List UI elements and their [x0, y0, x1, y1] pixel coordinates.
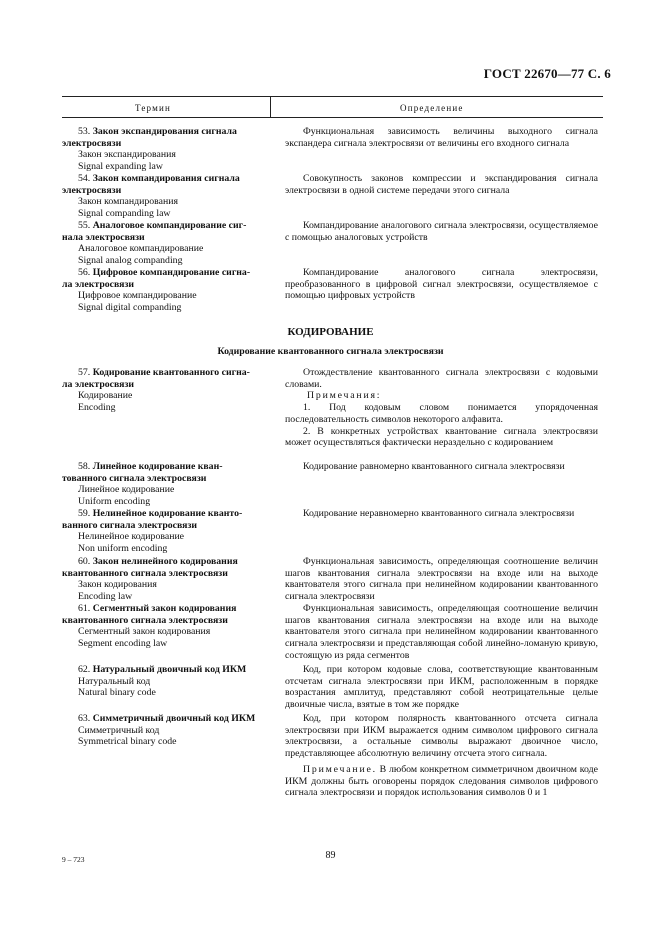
definition-59: Кодирование неравномерно квантованного сигнала электросвязи: [303, 508, 575, 519]
term-62: 62. Натуральный двоичный код ИКМ Натуральный код Natural binary code: [78, 664, 247, 699]
term-63: 63. Симметричный двоичный код ИКМ Симметричный код Symmetrical binary code: [78, 713, 256, 748]
column-divider: [270, 96, 271, 117]
definition-53: Функциональная зависимость величины выходного сигнала экспандера сигнала электросвязи от величины его входного сигнала: [285, 126, 598, 149]
note-heading-63: Примечание.: [303, 763, 377, 775]
section-title: КОДИРОВАНИЕ: [287, 326, 374, 338]
column-title-definition: Определение: [400, 103, 464, 113]
term-55: 55. Аналоговое компандирование сиг- нала электросвязи Аналоговое компандирование Signal analog companding: [62, 220, 247, 267]
definition-62: Код, при котором кодовые слова, соответствующие квантованным отсчетам сигнала электросвязи при ИКМ, расположенным в порядке возрастания амплитуд, представляют собой неотрицательные целые двоичные числа, взятые в том же порядке: [285, 664, 598, 711]
term-57: 57. Кодирование квантованного сигна- ла электросвязи Кодирование Encoding: [62, 367, 250, 414]
definition-55: Компандирование аналогового сигнала электросвязи, осуществляемое с помощью аналоговых устройств: [285, 220, 598, 243]
table-top-rule: [62, 96, 603, 97]
page-number: 89: [325, 850, 336, 861]
term-54: 54. Закон компандирования сигнала электросвязи Закон компандирования Signal companding law: [62, 173, 240, 220]
section-subtitle: Кодирование квантованного сигнала электросвязи: [217, 346, 444, 357]
definition-61: Функциональная зависимость, определяющая соотношение величин шагов квантования сигнала электросвязи на входе или на выходе квантователя этого сигнала при нелинейном кодировании квантованного сигнала электросвязи и представляющая собой линейно-ломаную кривую, состоящую из ряда сегментов: [285, 603, 598, 661]
definition-58: Кодирование равномерно квантованного сигнала электросвязи: [303, 461, 565, 472]
footer-print-code: 9 – 723: [62, 855, 85, 864]
definition-63: Код, при котором полярность квантованного отсчета сигнала электросвязи при ИКМ выражается одним символом цифрового сигнала электросвязи, а остальные символы выражают двоичное число, представляющее абсолютную величину отсчета этого сигнала. Примечание. В любом конкретном симметричном двоичном коде ИКМ должны быть оговорены порядок следования символов цифрового сигнала электросвязи и порядок использования символов 0 и 1: [285, 713, 598, 799]
definition-56: Компандирование аналогового сигнала электросвязи, преобразованного в цифровой сигнал электросвязи, осуществляемое с помощью цифровых устройств: [285, 267, 598, 302]
term-56: 56. Цифровое компандирование сигна- ла электросвязи Цифровое компандирование Signal digital companding: [62, 267, 251, 314]
term-61: 61. Сегментный закон кодирования квантованного сигнала электросвязи Сегментный закон кодирования Segment encoding law: [62, 603, 237, 650]
definition-54: Совокупность законов компрессии и экспандирования сигнала электросвязи в одной системе передачи этого сигнала: [285, 173, 598, 196]
definition-57: Отождествление квантованного сигнала электросвязи с кодовыми словами. Примечания: 1. Под кодовым словом понимается упорядоченная последовательность символов некоторого алфавита. 2. В конкретных устройствах квантование сигнала электросвязи может осуществляться фактически нераздельно с кодированием: [285, 367, 598, 449]
term-59: 59. Нелинейное кодирование кванто- ванного сигнала электросвязи Нелинейное кодирование Non uniform encoding: [62, 508, 243, 555]
term-60: 60. Закон нелинейного кодирования квантованного сигнала электросвязи Закон кодирования Encoding law: [62, 556, 238, 603]
term-53: 53. Закон экспандирования сигнала электросвязи Закон экспандирования Signal expanding law: [62, 126, 237, 173]
table-header-rule: [62, 117, 603, 118]
page-header: ГОСТ 22670—77 С. 6: [483, 66, 611, 81]
column-title-term: Термин: [135, 103, 172, 113]
term-58: 58. Линейное кодирование кван- тованного сигнала электросвязи Линейное кодирование Uniform encoding: [62, 461, 223, 508]
note-heading: Примечания:: [307, 390, 382, 402]
definition-60: Функциональная зависимость, определяющая соотношение величин шагов квантования сигнала электросвязи на входе или на выходе квантователя этого сигнала при нелинейном кодировании квантованного сигнала электросвязи: [285, 556, 598, 603]
